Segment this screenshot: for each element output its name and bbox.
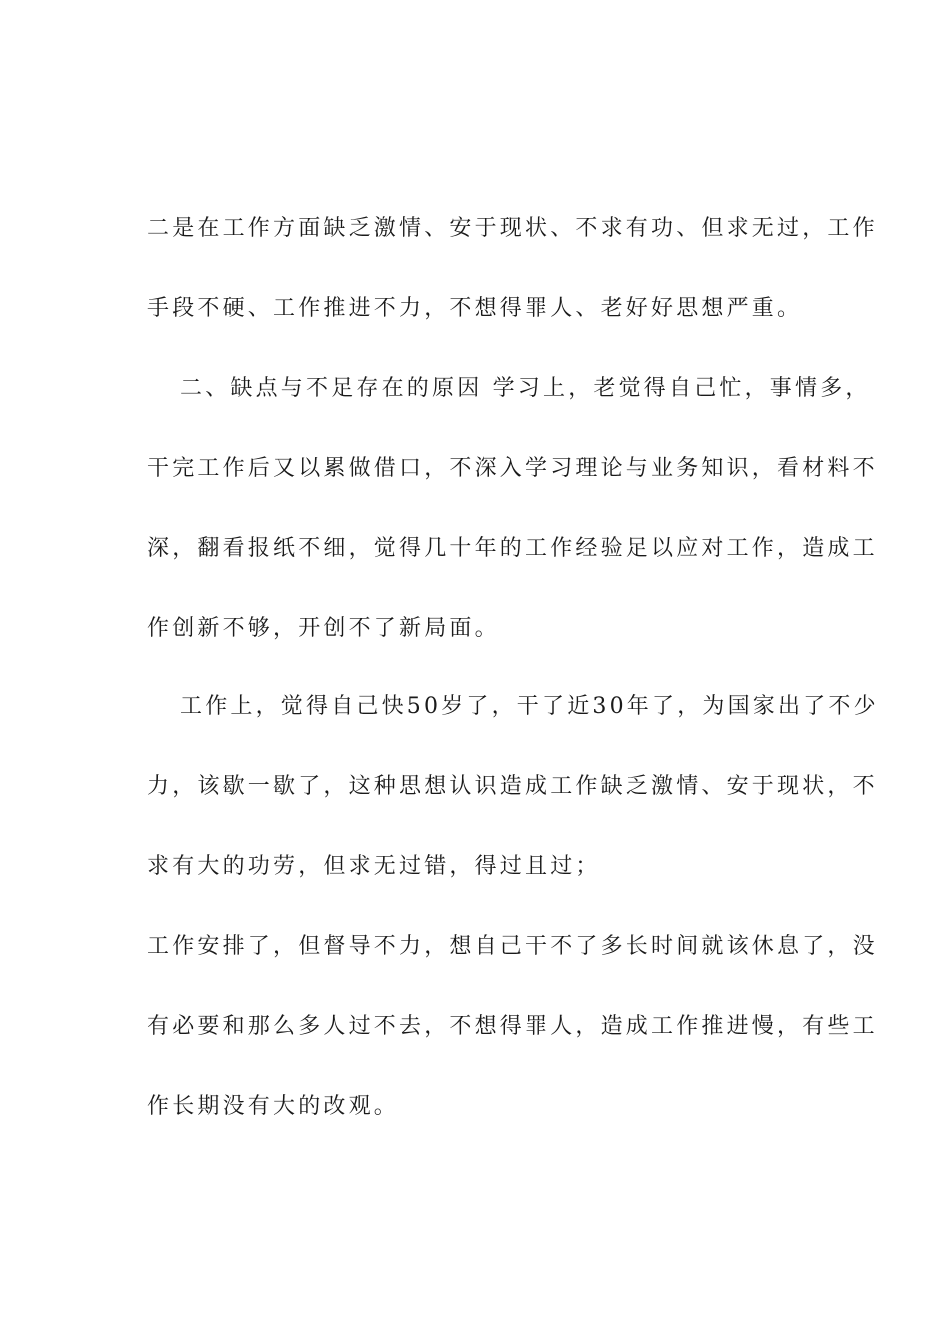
text-line: 作创新不够，开创不了新局面。: [147, 616, 500, 641]
text-line: 手段不硬、工作推进不力，不想得罪人、老好好思想严重。: [147, 296, 803, 321]
text-line: 力，该歇一歇了，这种思想认识造成工作缺乏激情、安于现状，不: [147, 774, 878, 799]
text-line: 求有大的功劳，但求无过错，得过且过；: [147, 854, 601, 879]
text-line: 作长期没有大的改观。: [147, 1094, 400, 1119]
text-line: 干完工作后又以累做借口，不深入学习理论与业务知识，看材料不: [147, 456, 878, 481]
section-heading-line: 二、缺点与不足存在的原因 学习上，老觉得自己忙，事情多，: [180, 376, 871, 401]
text-line: 工作上，觉得自己快50岁了，干了近30年了，为国家出了不少: [180, 694, 879, 719]
text-line: 工作安排了，但督导不力，想自己干不了多长时间就该休息了，没: [147, 934, 878, 959]
text-line: 二是在工作方面缺乏激情、安于现状、不求有功、但求无过，工作: [147, 216, 878, 241]
text-line: 深，翻看报纸不细，觉得几十年的工作经验足以应对工作，造成工: [147, 536, 878, 561]
text-line: 有必要和那么多人过不去，不想得罪人，造成工作推进慢，有些工: [147, 1014, 878, 1039]
